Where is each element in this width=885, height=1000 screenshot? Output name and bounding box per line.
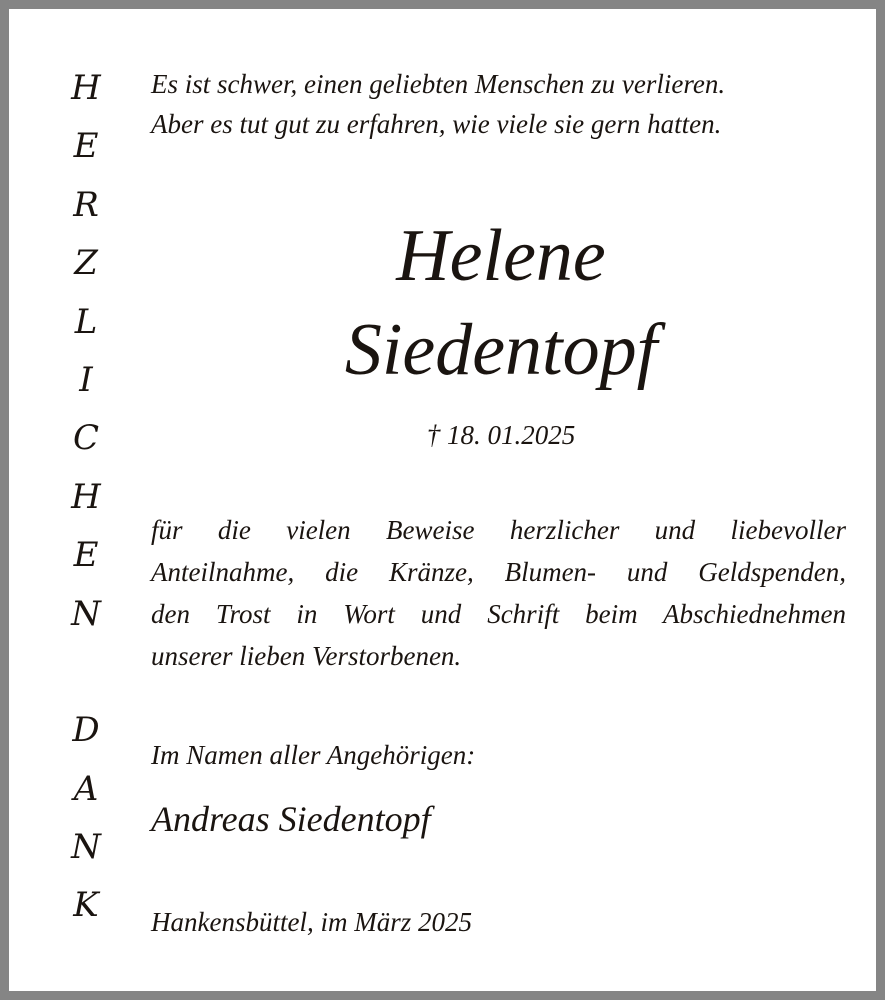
body-line: Anteilnahme, die Kränze, Blumen- und Geldspenden, <box>151 557 846 587</box>
deceased-first-name: Helene <box>396 215 606 297</box>
heading-letter: H <box>71 68 101 108</box>
thanks-body <box>151 509 846 677</box>
intro-line: Aber es tut gut zu erfahren, wie viele sie gern hatten. <box>151 109 722 139</box>
heading-letter: R <box>73 184 99 225</box>
place-date: Hankensbüttel, im März 2025 <box>151 907 472 937</box>
heading-letter: C <box>72 418 99 459</box>
heading-letter: Z <box>74 243 98 284</box>
heading-letter: D <box>72 710 100 751</box>
body-line: unserer lieben Verstorbenen. <box>151 641 462 671</box>
body-line: für die vielen Beweise herzlicher und liebevoller <box>151 515 846 545</box>
behalf-line: Im Namen aller Angehörigen: <box>151 740 476 770</box>
heading-letter: E <box>73 126 99 167</box>
body-line: den Trost in Wort und Schrift beim Abschiednehmen <box>151 599 846 629</box>
heading-letter: I <box>79 359 93 400</box>
heading-letter: N <box>71 827 101 868</box>
intro-quote <box>151 64 831 144</box>
heading-letter: K <box>73 885 99 926</box>
heading-gap <box>61 643 111 701</box>
deceased-last-name: Siedentopf <box>344 309 658 391</box>
heading-letter: N <box>71 593 101 634</box>
intro-line: Es ist schwer, einen geliebten Menschen zu verlieren. <box>151 69 726 99</box>
heading-letter: L <box>74 301 98 342</box>
death-date: † 18. 01.2025 <box>426 420 576 450</box>
heading-letter: A <box>73 768 99 809</box>
heading-letter: H <box>71 476 101 517</box>
heading-letter: E <box>73 535 99 576</box>
vertical-heading <box>61 59 111 935</box>
signer-name: Andreas Siedentopf <box>151 799 431 839</box>
